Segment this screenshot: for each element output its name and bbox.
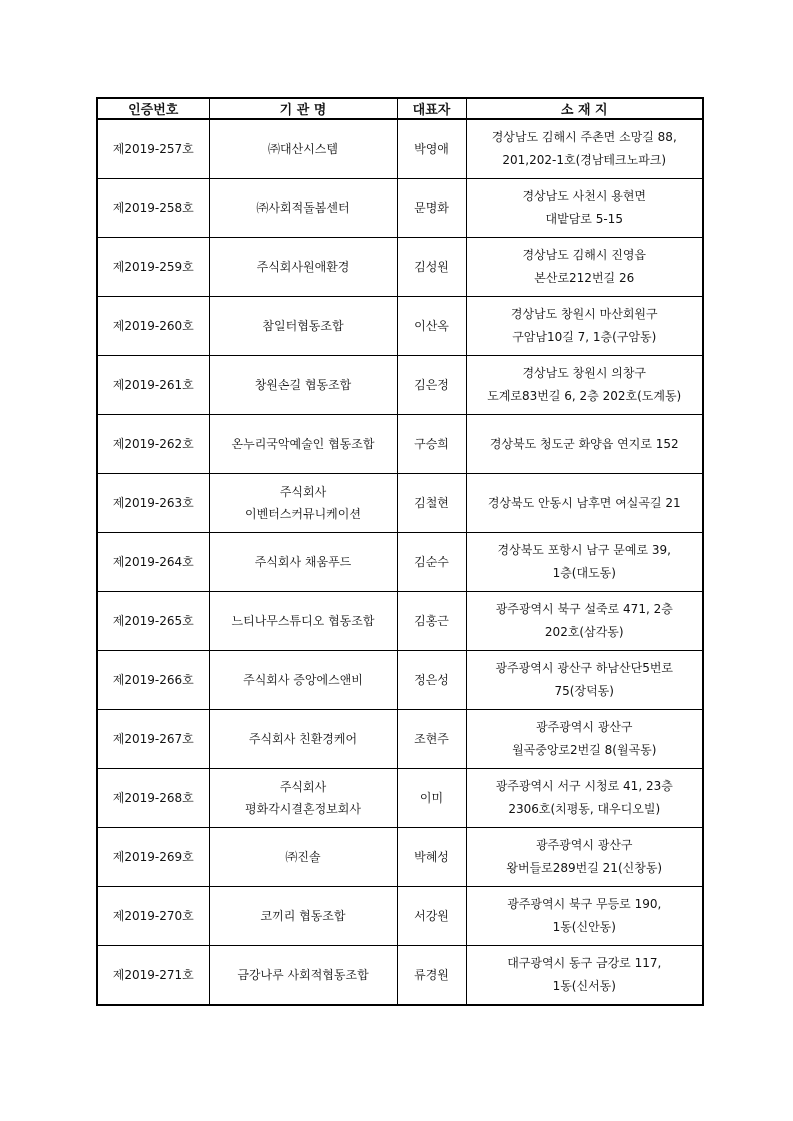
- org-name-line: 주식회사 증앙에스앤비: [243, 673, 363, 687]
- cert-number: 제2019-266호: [97, 651, 209, 710]
- address: [466, 828, 703, 887]
- org-name: [209, 710, 397, 769]
- address-line: 대구광역시 동구 금강로 117,: [507, 956, 662, 970]
- address: [466, 474, 703, 533]
- address-line: 광주광역시 북구 설죽로 471, 2층: [495, 602, 673, 616]
- address-line: 202호(삼각동): [544, 625, 624, 639]
- representative: 문명화: [397, 179, 466, 238]
- org-name: [209, 887, 397, 946]
- address-line: 경상북도 청도군 화양읍 연지로 152: [489, 436, 679, 451]
- cert-number: 제2019-257호: [97, 119, 209, 179]
- org-name-line: 평화각시결혼정보회사: [245, 802, 361, 816]
- table-row: [97, 297, 703, 356]
- cert-number: 제2019-265호: [97, 592, 209, 651]
- cert-number: 제2019-262호: [97, 415, 209, 474]
- address: [466, 238, 703, 297]
- address-line: 도계로83번길 6, 2층 202호(도계동): [487, 389, 682, 403]
- table-row: [97, 533, 703, 592]
- address-line: 대밭담로 5-15: [545, 212, 623, 226]
- table-row: [97, 474, 703, 533]
- cert-number: 제2019-258호: [97, 179, 209, 238]
- org-name-line: 금강나루 사회적협동조합: [237, 968, 369, 982]
- address: [466, 887, 703, 946]
- address-line: 경상북도 포항시 남구 문예로 39,: [497, 543, 671, 557]
- cert-number: 제2019-268호: [97, 769, 209, 828]
- org-name: [209, 592, 397, 651]
- org-name-line: 주식회사 채움푸드: [254, 555, 352, 569]
- table-row: [97, 415, 703, 474]
- address-line: 본산로212번길 26: [534, 271, 635, 285]
- representative: 김성원: [397, 238, 466, 297]
- org-name: [209, 297, 397, 356]
- org-name: [209, 179, 397, 238]
- address: [466, 651, 703, 710]
- org-name-line: 느티나무스튜디오 협동조합: [231, 614, 375, 628]
- address: [466, 710, 703, 769]
- address: [466, 356, 703, 415]
- representative: 이산옥: [397, 297, 466, 356]
- org-name-line: 코끼리 협동조합: [260, 909, 346, 923]
- address-line: 광주광역시 서구 시청로 41, 23층: [495, 779, 673, 793]
- address-line: 201,202-1호(경남테크노파크): [502, 153, 667, 167]
- org-name-line: 참일터협동조합: [262, 319, 344, 333]
- org-name: [209, 415, 397, 474]
- org-name-line: ㈜진솔: [285, 850, 321, 864]
- address-line: 1동(신안동): [552, 920, 616, 934]
- representative: 조현주: [397, 710, 466, 769]
- org-name: [209, 119, 397, 179]
- cert-number: 제2019-267호: [97, 710, 209, 769]
- address-line: 경상남도 김해시 진영읍: [522, 248, 647, 262]
- address-line: 왕버들로289번길 21(신창동): [506, 861, 663, 875]
- address: [466, 179, 703, 238]
- representative: 서강원: [397, 887, 466, 946]
- representative: 박영애: [397, 119, 466, 179]
- org-name: [209, 356, 397, 415]
- table-row: [97, 119, 703, 179]
- address-line: 광주광역시 광산구 하남산단5번로: [495, 661, 674, 675]
- org-name: [209, 238, 397, 297]
- representative: 정은성: [397, 651, 466, 710]
- address-line: 75(장덕동): [554, 684, 614, 698]
- table-row: [97, 179, 703, 238]
- header-org-name: 기 관 명: [209, 98, 397, 119]
- address: [466, 946, 703, 1006]
- cert-number: 제2019-271호: [97, 946, 209, 1006]
- org-name-line: 주식회사: [279, 780, 327, 794]
- org-name: [209, 769, 397, 828]
- table-row: [97, 828, 703, 887]
- representative: 김은정: [397, 356, 466, 415]
- org-name: [209, 533, 397, 592]
- address: [466, 533, 703, 592]
- header-cert-no: 인증번호: [97, 98, 209, 119]
- header-address: 소 재 지: [466, 98, 703, 119]
- table-row: [97, 592, 703, 651]
- representative: 구승희: [397, 415, 466, 474]
- org-name-line: 온누리국악예술인 협동조합: [231, 437, 375, 451]
- table-header-row: [97, 98, 703, 119]
- table-row: [97, 769, 703, 828]
- representative: 류경원: [397, 946, 466, 1006]
- header-representative: 대표자: [397, 98, 466, 119]
- address-line: 경상남도 창원시 의창구: [522, 366, 647, 380]
- table-row: [97, 887, 703, 946]
- address: [466, 769, 703, 828]
- cert-number: 제2019-263호: [97, 474, 209, 533]
- org-name: [209, 828, 397, 887]
- org-name-line: 주식회사: [279, 485, 327, 499]
- address-line: 경상남도 창원시 마산회원구: [510, 307, 658, 321]
- table-row: [97, 946, 703, 1006]
- address-line: 광주광역시 광산구: [535, 720, 633, 734]
- table-row: [97, 356, 703, 415]
- address-line: 광주광역시 북구 무등로 190,: [507, 897, 662, 911]
- org-name-line: 이벤터스커뮤니케이션: [245, 507, 361, 521]
- org-name: [209, 651, 397, 710]
- representative: 김순수: [397, 533, 466, 592]
- org-name: [209, 474, 397, 533]
- address-line: 2306호(치평동, 대우디오빌): [508, 802, 661, 816]
- org-name-line: 주식회사 친환경케어: [248, 732, 358, 746]
- address-line: 경상남도 사천시 용현면: [522, 189, 647, 203]
- certification-table: [96, 97, 704, 1006]
- address-line: 1층(대도동): [552, 566, 616, 580]
- address-line: 경상남도 김해시 주촌면 소망길 88,: [491, 130, 677, 144]
- representative: 김철현: [397, 474, 466, 533]
- address-line: 경상북도 안동시 남후면 여실곡길 21: [487, 495, 681, 510]
- org-name-line: 주식회사원애환경: [256, 260, 350, 274]
- table-body: [97, 119, 703, 1005]
- address: [466, 592, 703, 651]
- cert-number: 제2019-270호: [97, 887, 209, 946]
- cert-number: 제2019-261호: [97, 356, 209, 415]
- cert-number: 제2019-259호: [97, 238, 209, 297]
- representative: 이미: [397, 769, 466, 828]
- org-name-line: ㈜사회적돌봄센터: [256, 201, 350, 215]
- table-row: [97, 238, 703, 297]
- address: [466, 297, 703, 356]
- representative: 김홍근: [397, 592, 466, 651]
- address-line: 월곡중앙로2번길 8(월곡동): [512, 743, 657, 757]
- address: [466, 119, 703, 179]
- address-line: 1동(신서동): [552, 979, 616, 993]
- table-row: [97, 651, 703, 710]
- org-name-line: 창원손길 협동조합: [254, 378, 352, 392]
- table-row: [97, 710, 703, 769]
- cert-number: 제2019-260호: [97, 297, 209, 356]
- org-name-line: ㈜대산시스템: [268, 142, 338, 156]
- address: [466, 415, 703, 474]
- cert-number: 제2019-264호: [97, 533, 209, 592]
- address-line: 광주광역시 광산구: [535, 838, 633, 852]
- representative: 박혜성: [397, 828, 466, 887]
- cert-number: 제2019-269호: [97, 828, 209, 887]
- address-line: 구암남10길 7, 1층(구암동): [512, 330, 657, 344]
- org-name: [209, 946, 397, 1006]
